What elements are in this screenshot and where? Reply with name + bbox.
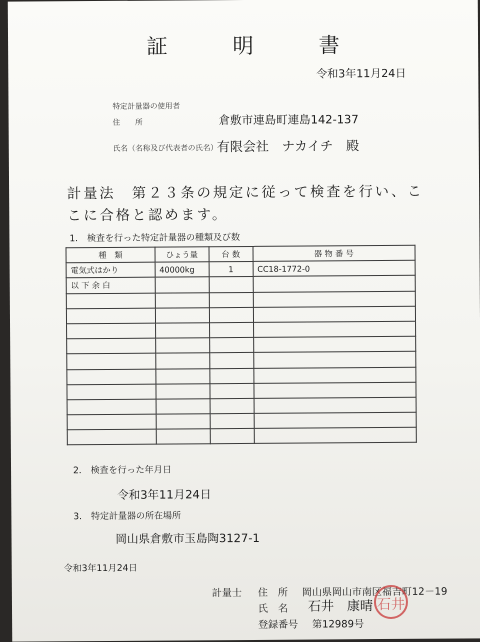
cell-serial	[254, 382, 416, 398]
cell-count	[210, 414, 254, 429]
inspector-address: 岡山県岡山市南区福吉町12－19	[301, 586, 448, 599]
cell-capacity	[155, 307, 209, 323]
cell-type	[67, 323, 156, 339]
inspection-date: 令和3年11月24日	[117, 487, 212, 502]
table-row	[67, 428, 416, 446]
cell-serial	[254, 367, 416, 383]
cell-capacity: 40000kg	[155, 262, 209, 278]
cell-type	[67, 384, 156, 400]
cell-serial: CC18-1772-0	[253, 260, 415, 276]
issue-date: 令和3年11月24日	[316, 66, 407, 81]
cell-count	[210, 429, 254, 444]
section2-title: 2. 検査を行った年月日	[73, 465, 172, 477]
section3-title: 3. 特定計量器の所在場所	[73, 511, 181, 523]
cell-serial	[254, 397, 416, 413]
cell-count	[210, 368, 254, 383]
certificate-paper	[8, 0, 480, 642]
cell-capacity	[155, 338, 209, 354]
cell-capacity	[155, 292, 209, 308]
cell-type	[67, 399, 156, 415]
cell-capacity	[156, 383, 210, 399]
user-label: 特定計量器の使用者	[112, 101, 181, 111]
inspector-address-label: 住 所	[257, 587, 288, 599]
cell-type	[67, 353, 156, 369]
cell-capacity	[156, 399, 210, 415]
cell-serial	[253, 321, 415, 337]
inspector-name-label: 氏 名	[257, 603, 289, 615]
name-label: 氏名（名称及び代表者の氏名）	[112, 143, 218, 153]
cell-type	[66, 308, 155, 324]
cell-type	[67, 429, 156, 445]
cell-count	[209, 292, 253, 307]
seal-text: 石井	[376, 596, 406, 614]
cell-count	[210, 353, 254, 368]
cell-serial	[254, 428, 416, 444]
cell-capacity	[156, 429, 210, 445]
section1-title: 1. 検査を行った特定計量器の種類及び数	[69, 233, 241, 245]
cell-serial	[253, 352, 415, 368]
seal-stamp	[374, 585, 408, 619]
bottom-date: 令和3年11月24日	[63, 563, 138, 575]
cell-serial	[254, 412, 416, 428]
cell-count	[210, 383, 254, 398]
cell-count	[209, 322, 253, 337]
cell-type	[67, 369, 156, 385]
cell-capacity	[156, 368, 210, 384]
inspector-name: 石井 康晴	[307, 599, 374, 615]
location-value: 岡山県倉敷市玉島陶3127-1	[115, 530, 260, 546]
cell-type: 電気式はかり	[66, 262, 155, 278]
col-header-type: 種 類	[66, 247, 155, 263]
cell-count	[209, 338, 253, 353]
cell-serial	[253, 291, 415, 307]
cell-count	[210, 398, 254, 413]
cell-count	[209, 307, 253, 322]
instrument-table	[65, 245, 416, 446]
inspector-role: 計量士	[211, 588, 242, 600]
cell-serial	[253, 276, 415, 292]
certification-statement: 計量法 第２３条の規定に従って検査を行い、ここに合格と認めます。	[67, 183, 424, 225]
document-title: 証 明 書	[146, 33, 362, 59]
address-value: 倉敷市連島町連島142-137	[218, 112, 359, 128]
registration-number: 第12989号	[312, 619, 364, 631]
cell-type	[67, 414, 156, 430]
cell-type: 以 下 余 白	[66, 278, 155, 294]
registration-label: 登録番号	[258, 619, 299, 631]
col-header-count: 台 数	[209, 246, 253, 261]
col-header-capacity: ひょう量	[155, 247, 209, 263]
cell-capacity	[155, 353, 209, 369]
cell-count: 1	[209, 262, 253, 277]
address-label: 住 所	[112, 117, 143, 127]
cell-capacity	[156, 414, 210, 430]
cell-count	[209, 277, 253, 292]
cell-capacity	[155, 323, 209, 339]
col-header-serial: 器 物 番 号	[253, 245, 415, 261]
cell-type	[67, 338, 156, 354]
company-name: 有限会社 ナカイチ 殿	[216, 139, 360, 156]
cell-type	[66, 293, 155, 309]
cell-serial	[253, 336, 415, 352]
cell-capacity	[155, 277, 209, 293]
cell-serial	[253, 306, 415, 322]
